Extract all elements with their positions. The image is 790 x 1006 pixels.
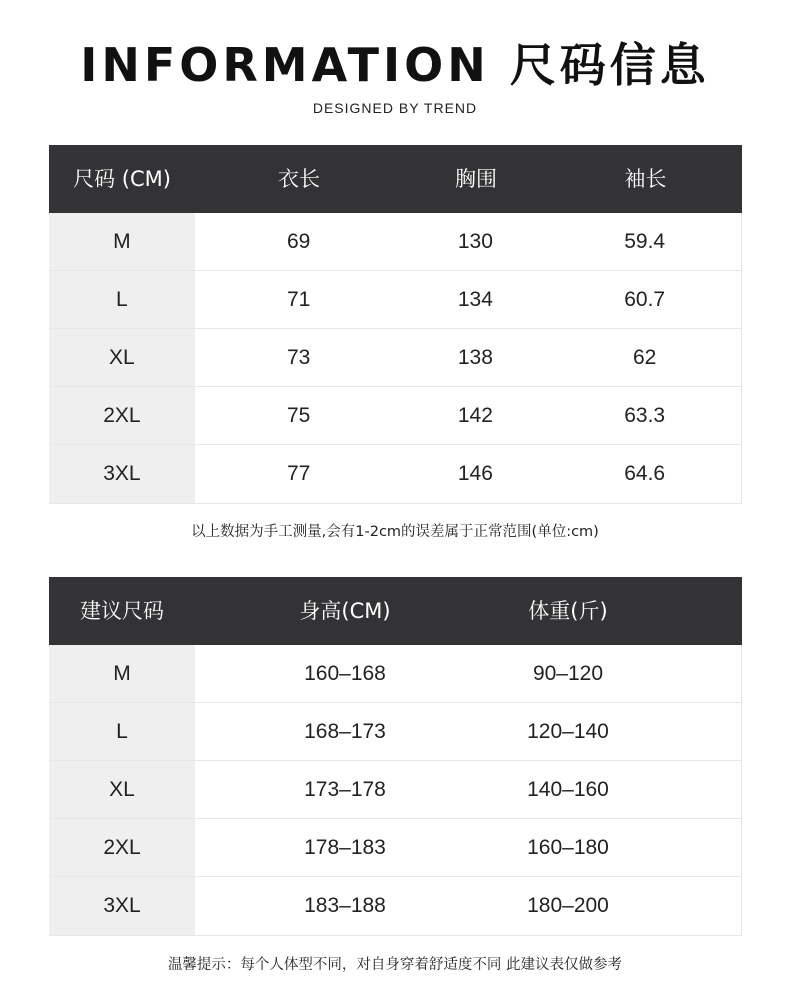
weight-cell: 90–120 <box>532 662 604 685</box>
length-cell: 71 <box>286 288 311 311</box>
size-cell: XL <box>49 329 195 386</box>
column-header-recommended-size: 建议尺码 <box>80 599 164 623</box>
weight-cell: 180–200 <box>527 894 609 917</box>
size-cell: L <box>49 271 195 328</box>
chest-cell: 138 <box>457 346 493 369</box>
weight-cell: 140–160 <box>527 778 609 801</box>
recommend-table <box>49 577 742 936</box>
size-table-header <box>49 145 742 213</box>
height-cell: 160–168 <box>304 662 386 685</box>
column-header-size: 尺码 (CM) <box>73 167 171 191</box>
height-cell: 178–183 <box>304 836 386 859</box>
measurement-note: 以上数据为手工测量,会有1-2cm的误差属于正常范围(单位:cm) <box>191 524 599 540</box>
size-cell: 2XL <box>49 819 195 876</box>
recommend-table-header <box>49 577 742 645</box>
weight-cell: 120–140 <box>527 720 609 743</box>
size-table <box>49 145 742 504</box>
page-subtitle: DESIGNED BY TREND <box>312 100 478 116</box>
size-cell: L <box>49 703 195 760</box>
size-table-body <box>49 213 742 504</box>
recommend-table-body <box>49 645 742 936</box>
column-header-sleeve: 袖长 <box>624 167 667 191</box>
column-header-length: 衣长 <box>278 167 320 191</box>
table-row <box>49 271 741 329</box>
sleeve-cell: 64.6 <box>624 462 666 485</box>
table-row <box>49 877 741 936</box>
table-row <box>49 703 741 761</box>
column-header-weight: 体重(斤) <box>528 599 608 623</box>
sleeve-cell: 63.3 <box>624 404 666 427</box>
length-cell: 73 <box>286 346 311 369</box>
table-row <box>49 387 741 445</box>
size-cell: 3XL <box>49 877 195 935</box>
sleeve-cell: 62 <box>632 346 657 369</box>
sleeve-cell: 60.7 <box>624 288 666 311</box>
column-header-chest: 胸围 <box>455 167 497 191</box>
chest-cell: 146 <box>457 462 493 485</box>
size-cell: 3XL <box>49 445 195 503</box>
size-cell: M <box>49 645 195 702</box>
height-cell: 168–173 <box>304 720 386 743</box>
recommendation-note: 温馨提示：每个人体型不同，对自身穿着舒适度不同 此建议表仅做参考 <box>167 957 623 973</box>
size-cell: M <box>49 213 195 270</box>
length-cell: 69 <box>286 230 311 253</box>
size-cell: XL <box>49 761 195 818</box>
table-row <box>49 645 741 703</box>
chest-cell: 134 <box>457 288 493 311</box>
sleeve-cell: 59.4 <box>624 230 666 253</box>
column-header-height: 身高(CM) <box>299 599 391 623</box>
table-row <box>49 329 741 387</box>
chest-cell: 142 <box>457 404 493 427</box>
size-cell: 2XL <box>49 387 195 444</box>
height-cell: 173–178 <box>304 778 386 801</box>
table-row <box>49 445 741 504</box>
table-row <box>49 213 741 271</box>
length-cell: 75 <box>286 404 311 427</box>
table-row <box>49 819 741 877</box>
page-title: INFORMATION 尺码信息 <box>80 38 710 92</box>
weight-cell: 160–180 <box>527 836 609 859</box>
table-row <box>49 761 741 819</box>
height-cell: 183–188 <box>304 894 386 917</box>
chest-cell: 130 <box>457 230 493 253</box>
length-cell: 77 <box>286 462 311 485</box>
